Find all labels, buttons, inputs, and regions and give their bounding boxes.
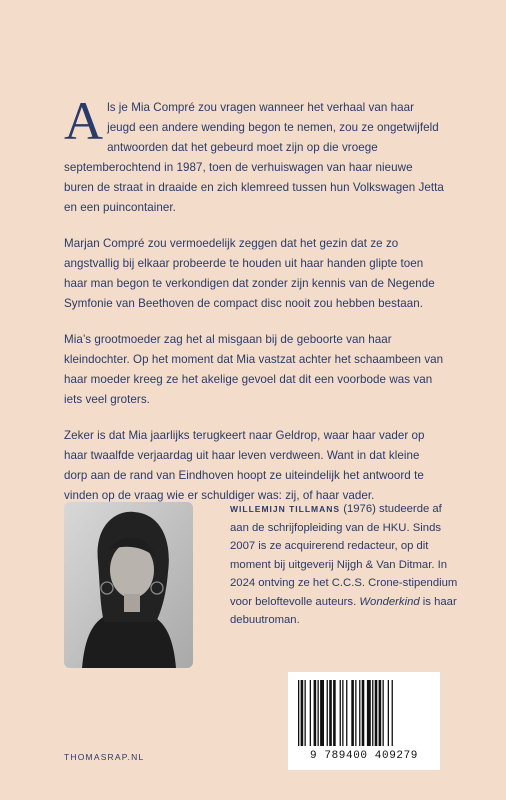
blurb-paragraph-2: Marjan Compré zou vermoedelijk zeggen dat het gezin dat ze zo angstvallig bij elkaar probeerde te houden uit haar handen glipte toen haar man begon te verkondigen dat zonder zijn kennis van de Negende Symfonie van Beethoven de compact disc nooit zou hebben bestaan. <box>64 237 435 310</box>
blurb-paragraph-1-text: ls je Mia Compré zou vragen wanneer het verhaal van haar jeugd een andere wending begon te nemen, zou ze ongetwijfeld antwoorden dat het gebeurd moet zijn op die vroege septemberochtend in 1987, toen de verhuiswagen van haar nieuwe buren de straat in draaide en zich klemreed tussen hun Volkswagen Jetta en een puincontainer. <box>64 101 444 214</box>
author-photo <box>64 502 193 668</box>
barcode-bars <box>296 680 432 748</box>
blurb-paragraph-4: Zeker is dat Mia jaarlijks terugkeert naar Geldrop, waar haar vader op haar twaalfde verjaardag uit haar leven verdween. Want in dat kleine dorp aan de rand van Eindhoven hoopt ze uiteindelijk het antwoord te vinden op de vraag wie er schuldiger was: zij, of haar vader. <box>64 429 425 502</box>
bio-text-b: is haar debuutroman. <box>230 595 457 626</box>
author-portrait-image <box>64 502 193 668</box>
author-bio <box>230 500 460 630</box>
bio-text-a: (1976) studeerde af aan de schrijfopleiding van de HKU. Sinds 2007 is ze acquirerend redacteur, op dit moment bij uitgeverij Nijgh & Van Ditmar. In 2024 ontving ze het C.C.S. Crone-stipendium voor beloftevolle auteurs. <box>230 503 458 608</box>
blurb-paragraph-1 <box>64 91 444 218</box>
book-title: Wonderkind <box>359 595 420 608</box>
drop-cap: A <box>64 91 104 151</box>
blurb-text <box>64 91 444 522</box>
blurb-paragraph-3: Mia’s grootmoeder zag het al misgaan bij de geboorte van haar kleindochter. Op het moment dat Mia vastzat achter het schaambeen van haar moeder kreeg ze het akelige gevoel dat dit een voorbode was van iets veel groters. <box>64 333 444 406</box>
barcode <box>288 672 440 770</box>
author-name: WILLEMIJN TILLMANS <box>230 504 341 514</box>
publisher-url: THOMASRAP.NL <box>64 752 145 762</box>
isbn-number: 9 789400 409279 <box>309 750 419 762</box>
